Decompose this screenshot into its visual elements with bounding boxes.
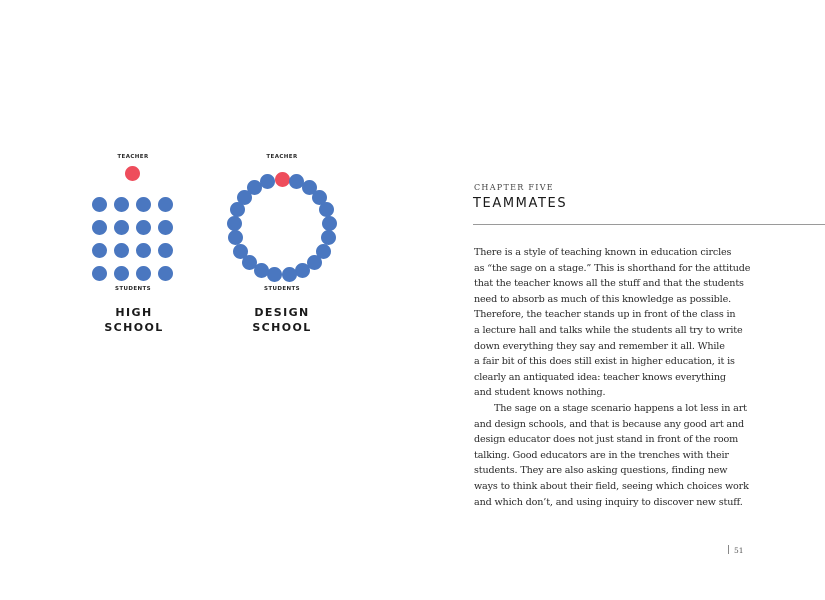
- body-text: [474, 245, 764, 510]
- body-line: a fair bit of this does still exist in higher education, it is: [474, 356, 735, 368]
- design-school-student-dot: [295, 263, 310, 278]
- body-line: as “the sage on a stage.” This is shorthand for the attitude: [474, 262, 751, 274]
- body-line: Therefore, the teacher stands up in front of the class in: [474, 309, 736, 321]
- design-school-teacher-dot: [275, 172, 290, 187]
- design-school-teacher-label: TEACHER: [266, 154, 298, 160]
- page-number-value: 51: [734, 546, 744, 555]
- body-line: talking. Good educators are in the trenches with their: [474, 449, 729, 461]
- high-school-student-dot: [92, 266, 107, 281]
- body-line: The sage on a stage scenario happens a lot less in art: [494, 402, 747, 414]
- body-line: need to absorb as much of this knowledge as possible.: [474, 293, 732, 305]
- high-school-title-line2: SCHOOL: [104, 320, 164, 334]
- design-school-student-dot: [319, 202, 334, 217]
- design-school-student-dot: [260, 174, 275, 189]
- page-number: [728, 545, 744, 555]
- high-school-teacher-dot: [125, 166, 140, 181]
- body-line: and student knows nothing.: [474, 387, 606, 399]
- high-school-student-dot: [114, 266, 129, 281]
- high-school-student-dot: [136, 220, 151, 235]
- high-school-student-dot: [158, 220, 173, 235]
- body-line: design educator does not just stand in front of the room: [474, 434, 739, 446]
- high-school-student-dot: [136, 197, 151, 212]
- body-line: that the teacher knows all the stuff and that the students: [474, 278, 744, 290]
- design-school-title-line1: DESIGN: [254, 306, 310, 319]
- body-line: ways to think about their field, seeing which choices work: [474, 480, 749, 492]
- chapter-label: CHAPTER FIVE: [474, 183, 554, 192]
- folio-bar: [728, 545, 729, 554]
- high-school-student-dot: [158, 243, 173, 258]
- design-school-student-dot: [233, 244, 248, 259]
- body-line: clearly an antiquated idea: teacher knows everything: [474, 371, 726, 383]
- high-school-student-dot: [158, 197, 173, 212]
- body-line: There is a style of teaching known in education circles: [474, 247, 732, 258]
- body-line: and design schools, and that is because any good art and: [474, 418, 745, 430]
- high-school-student-dot: [114, 243, 129, 258]
- design-school-student-dot: [322, 216, 337, 231]
- high-school-student-dot: [136, 243, 151, 258]
- high-school-student-dot: [136, 266, 151, 281]
- high-school-student-dot: [114, 220, 129, 235]
- high-school-title: [104, 306, 163, 335]
- design-school-students-label: STUDENTS: [263, 286, 301, 292]
- body-line: and which don’t, and using inquiry to discover new stuff.: [474, 496, 743, 508]
- design-school-title-line2: SCHOOL: [252, 320, 312, 334]
- high-school-student-dot: [158, 266, 173, 281]
- body-line: students. They are also asking questions, finding new: [474, 465, 728, 477]
- design-school-student-dot: [227, 216, 242, 231]
- design-school-student-dot: [321, 230, 336, 245]
- chapter-title: TEAMMATES: [473, 196, 568, 211]
- high-school-teacher-label: TEACHER: [117, 154, 149, 160]
- high-school-title-line1: HIGH: [115, 306, 153, 319]
- high-school-students-label: STUDENTS: [114, 286, 152, 292]
- high-school-student-dot: [92, 220, 107, 235]
- body-line: down everything they say and remember it all. While: [474, 340, 725, 352]
- design-school-student-dot: [282, 267, 297, 282]
- high-school-student-dot: [114, 197, 129, 212]
- design-school-title: [252, 306, 311, 335]
- high-school-student-dot: [92, 243, 107, 258]
- design-school-student-dot: [267, 267, 282, 282]
- design-school-student-dot: [228, 230, 243, 245]
- title-divider: [473, 224, 825, 225]
- high-school-student-dot: [92, 197, 107, 212]
- body-line: a lecture hall and talks while the students all try to write: [474, 324, 743, 336]
